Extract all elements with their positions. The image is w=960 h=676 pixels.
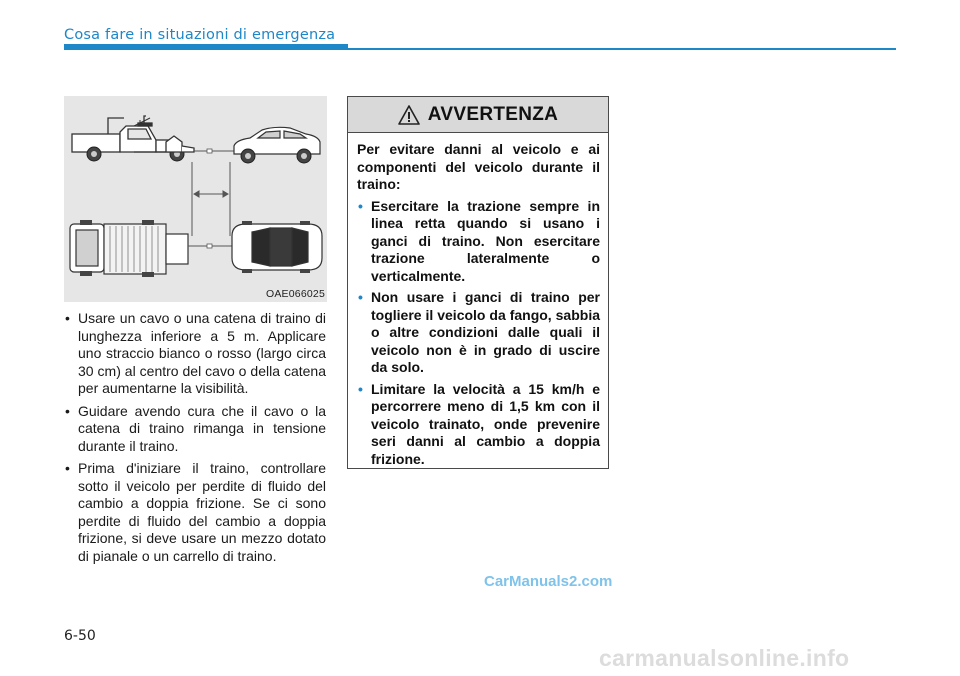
warning-header	[348, 97, 608, 133]
header-rule-thick	[64, 44, 348, 50]
warning-body	[348, 133, 608, 468]
list-item: • Guidare avendo cura che il cavo o la catena di traino rimanga in tensione durante il traino.	[65, 402, 326, 454]
distance-marker	[192, 162, 230, 236]
tow-truck-side-view	[72, 116, 170, 152]
bullet: •	[358, 289, 363, 305]
figure-code: OAE066025	[265, 288, 325, 300]
bullet: •	[65, 310, 70, 326]
warning-title: AVVERTENZA	[427, 103, 559, 125]
list-item: • Prima d'iniziare il traino, controllare sotto il veicolo per perdite di fluido del cambio a doppia frizione. Se ci sono perdite di fluido del cambio a doppia frizione, si deve usare un mezzo dotato di pianale o un carrello di traino.	[65, 460, 326, 564]
towing-illustration	[64, 96, 327, 302]
bullet: •	[65, 402, 70, 419]
warning-intro: Per evitare danni al veicolo e ai componenti del veicolo durante il traino:	[357, 141, 600, 192]
watermark-carmanuals2[interactable]: CarManuals2.com	[484, 573, 613, 590]
page-number: 6-50	[64, 628, 96, 644]
section-title: Cosa fare in situazioni di emergenza	[64, 27, 336, 43]
list-item: • Usare un cavo o una catena di traino di lunghezza inferiore a 5 m. Applicare uno straccio bianco o rosso (largo circa 30 cm) al centro del cavo o della catena per aumentarne la visibilità.	[65, 310, 326, 396]
towing-instructions-list	[64, 310, 326, 570]
warning-item: • Non usare i ganci di traino per togliere il veicolo da fango, sabbia o altre condizioni dalle quali il veicolo non è in grado di uscire da solo.	[358, 289, 600, 375]
bullet: •	[358, 380, 363, 397]
warning-item: • Limitare la velocità a 15 km/h e percorrere meno di 1,5 km con il veicolo trainato, onde prevenire seri danni al cambio a doppia frizione.	[358, 380, 600, 467]
bullet: •	[358, 197, 363, 214]
towing-diagram	[64, 96, 327, 302]
warning-item: • Esercitare la trazione sempre in linea retta quando si usano i ganci di traino. Non esercitare trazione lateralmente o verticalmente.	[358, 197, 600, 284]
towed-car-top-view	[232, 224, 322, 270]
header-rule-thin	[348, 48, 896, 50]
warning-list	[357, 198, 600, 469]
bullet: •	[65, 460, 70, 476]
warning-box	[347, 96, 609, 469]
tow-truck-top-view	[70, 224, 188, 274]
watermark-carmanualsonline[interactable]: carmanualsonline.info	[599, 645, 850, 671]
warning-triangle-icon	[398, 105, 420, 125]
